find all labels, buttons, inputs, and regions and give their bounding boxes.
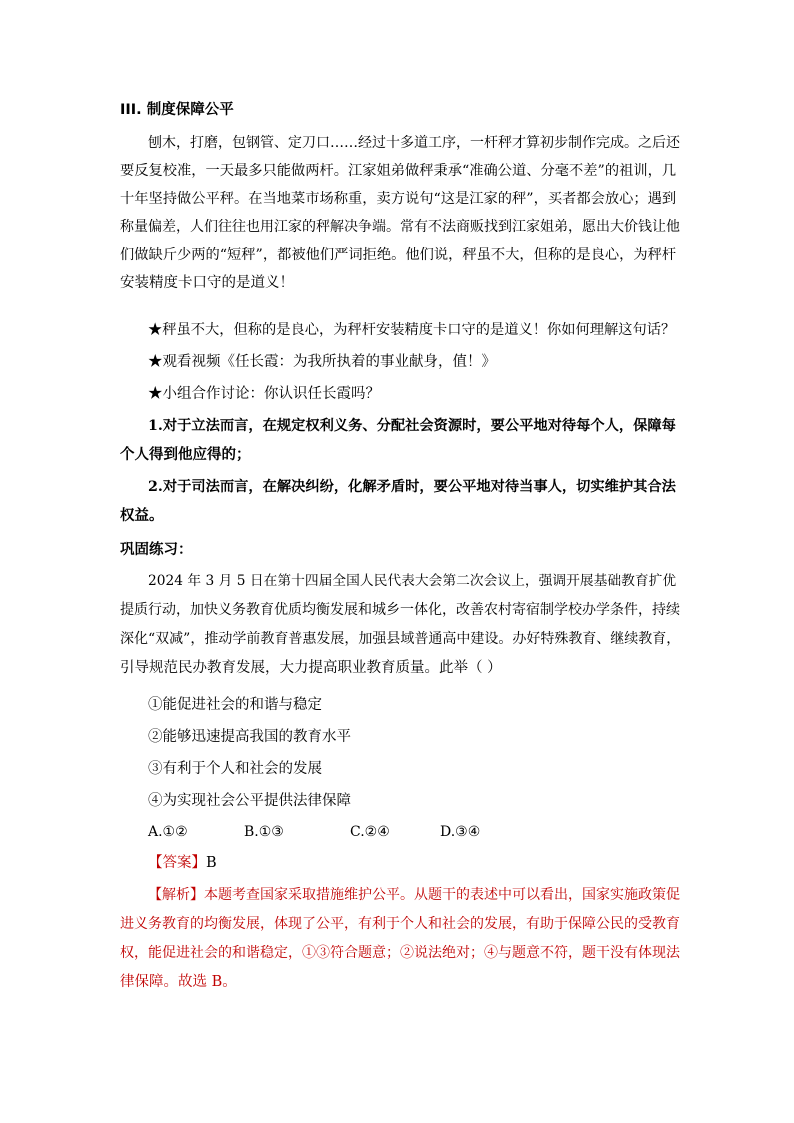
paragraph-line: 安装精度卡口守的是道义！ [120,275,294,291]
analysis-line: 进义务教育的均衡发展，体现了公平，有利于个人和社会的发展，有助于保障公民的受教育 [120,916,680,932]
analysis-line: 【解析】本题考查国家采取措施维护公平。从题干的表述中可以看出，国家实施政策促 [148,887,680,903]
option-a: A.①② [148,824,188,840]
star-item: ★观看视频《任长霞：为我所执着的事业献身，值！》 [148,354,496,370]
question-line: 提质行动，加快义务教育优质均衡发展和城乡一体化，改善农村寄宿制学校办学条件，持续 [120,602,680,618]
paragraph-line: 要反复校准，一天最多只能做两杆。江家姐弟做秤秉承“准确公道、分毫不差”的祖训，几 [120,163,677,179]
section-heading: III. 制度保障公平 [120,102,234,118]
question-line: 深化“双减”，推动学前教育普惠发展，加强县域普通高中建设。办好特殊教育、继续教育， [120,631,681,647]
statement-item: ①能促进社会的和谐与稳定 [148,697,322,713]
point-two-line: 权益。 [120,507,164,524]
answer-tag: 【答案】 [148,855,206,871]
paragraph-line: 刨木，打磨，包钢管、定刀口……经过十多道工序，一杆秤才算初步制作完成。之后还 [148,135,680,151]
star-item: ★秤虽不大，但称的是良心，为秤杆安装精度卡口守的是道义！你如何理解这句话？ [148,322,676,338]
question-line: 引导规范民办教育发展，大力提高职业教育质量。此举（ ） [120,660,502,676]
option-b: B.①③ [244,824,284,840]
statement-item: ④为实现社会公平提供法律保障 [148,793,351,809]
paragraph-line: 们做缺斤少两的“短秤”，都被他们严词拒绝。他们说，秤虽不大，但称的是良心，为秤杆 [120,247,677,263]
option-d: D.③④ [440,824,481,840]
analysis-line: 权，能促进社会的和谐稳定，①③符合题意；②说法绝对；④与题意不符，题干没有体现法 [120,945,680,961]
statement-item: ②能够迅速提高我国的教育水平 [148,729,351,745]
point-two-line: 2.对于司法而言，在解决纠纷，化解矛盾时，要公平地对待当事人，切实维护其合法 [148,479,676,495]
analysis-line: 律保障。故选 B。 [120,974,237,990]
paragraph-line: 称量偏差，人们往往也用江家的秤解决争端。常有不法商贩找到江家姐弟，愿出大价钱让他 [120,219,680,235]
point-one-line: 1.对于立法而言，在规定权利义务、分配社会资源时，要公平地对待每个人，保障每 [148,418,676,434]
statement-item: ③有利于个人和社会的发展 [148,761,322,777]
point-one-line: 个人得到他应得的； [120,446,251,463]
exercise-heading: 巩固练习： [120,542,193,558]
answer-value: B [206,855,217,871]
star-item: ★小组合作讨论：你认识任长霞吗？ [148,386,380,402]
paragraph-line: 十年坚持做公平秤。在当地菜市场称重，卖方说句“这是江家的秤”，买者都会放心；遇到 [120,191,677,207]
answer-line [148,853,217,873]
question-line: 2024 年 3 月 5 日在第十四届全国人民代表大会第二次会议上，强调开展基础教育扩优 [148,573,677,589]
option-c: C.②④ [350,824,390,840]
